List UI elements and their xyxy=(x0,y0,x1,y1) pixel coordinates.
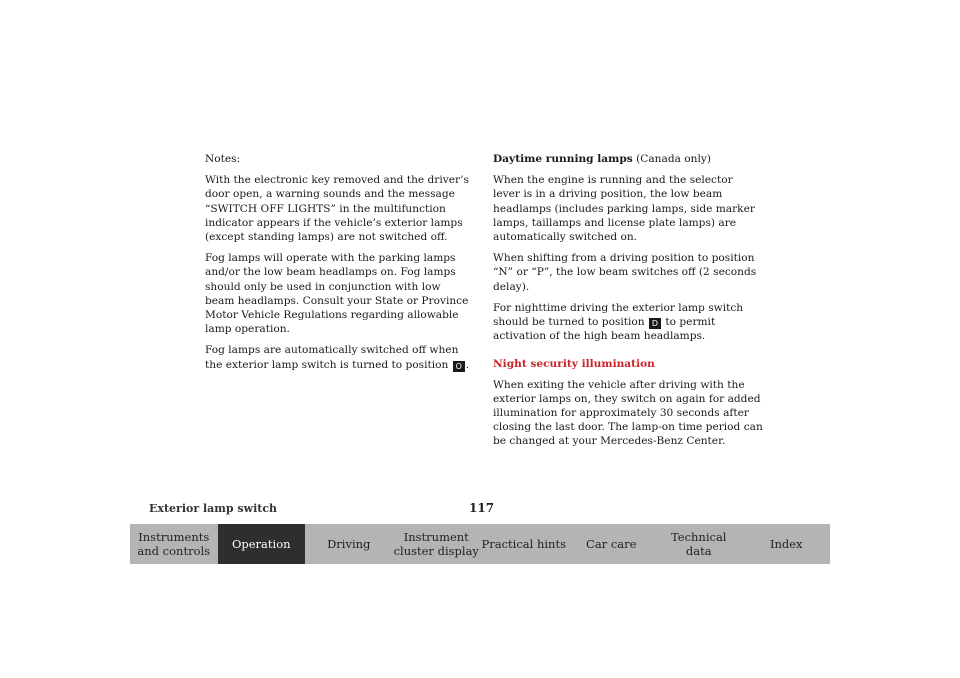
drl-paragraph-3 xyxy=(493,301,763,344)
notes-label: Notes: xyxy=(205,153,241,165)
low-beam-position-icon: D xyxy=(649,318,661,329)
section-title: Exterior lamp switch xyxy=(149,502,278,515)
night-security-paragraph: When exiting the vehicle after driving with the exterior lamps on, they switch on again for added illumination for approximately 30 seconds after closing the last door. The lamp-on time period can be changed at your Mercedes-Benz Center. xyxy=(493,378,763,448)
night-security-heading: Night security illumination xyxy=(493,358,655,371)
drl-para3-end: to permit activation of the high beam headlamps. xyxy=(493,316,716,343)
tab-instruments-and-controls[interactable] xyxy=(130,524,218,564)
drl-heading: Daytime running lamps xyxy=(493,153,633,165)
drl-para3-text: For nighttime driving the exterior lamp switch should be turned to position xyxy=(493,301,744,329)
page-number: 117 xyxy=(469,501,495,515)
para3-end: . xyxy=(465,358,470,371)
notes-paragraph-3 xyxy=(205,343,470,371)
tab-car-care[interactable] xyxy=(568,524,656,564)
tab-label: Index xyxy=(769,537,803,551)
notes-paragraph-1: With the electronic key removed and the driver’s door open, a warning sounds and the message “SWITCH OFF LIGHTS” in the multifunction indicator appears if the vehicle’s exterior lamps (except standing lamps) are not switched off. xyxy=(205,174,469,244)
tab-technical-data[interactable] xyxy=(655,524,743,564)
tab-label: Car care xyxy=(586,537,637,551)
tab-driving[interactable] xyxy=(305,524,393,564)
drl-qualifier: (Canada only) xyxy=(636,153,711,165)
tab-label: Practical hints xyxy=(481,537,566,551)
tab-practical-hints[interactable] xyxy=(480,524,568,564)
tab-label: cluster display xyxy=(393,544,479,558)
left-column xyxy=(205,152,470,379)
drl-paragraph-1: When the engine is running and the selector lever is in a driving position, the low beam headlamps (includes parking lamps, side marker lamps, taillamps and license plate lamps) are automatically switched on. xyxy=(493,174,755,244)
tab-label: data xyxy=(685,544,712,558)
tab-label: Driving xyxy=(327,537,371,551)
para3-text: Fog lamps are automatically switched off when the exterior lamp switch is turned to position xyxy=(205,344,459,371)
right-column xyxy=(493,152,763,456)
tab-label: Instruments xyxy=(138,530,210,544)
tab-label: and controls xyxy=(137,544,211,558)
drl-paragraph-2: When shifting from a driving position to position “N” or “P”, the low beam switches off (2 seconds delay). xyxy=(493,252,757,293)
tab-index[interactable] xyxy=(743,524,831,564)
tab-operation[interactable] xyxy=(218,524,306,564)
tab-instrument-cluster-display[interactable] xyxy=(393,524,481,564)
chapter-tab-bar xyxy=(130,524,830,564)
tab-label: Operation xyxy=(231,537,291,551)
drl-heading-line xyxy=(493,152,763,166)
notes-paragraph-2: Fog lamps will operate with the parking lamps and/or the low beam headlamps on. Fog lamps should only be used in conjunction with low beam headlamps. Consult your State or Province Motor Vehicle Regulations regarding allowable lamp operation. xyxy=(205,252,469,336)
tab-label: Technical xyxy=(671,530,727,544)
lamp-switch-position-icon: O xyxy=(453,361,465,372)
tab-label: Instrument xyxy=(403,530,469,544)
